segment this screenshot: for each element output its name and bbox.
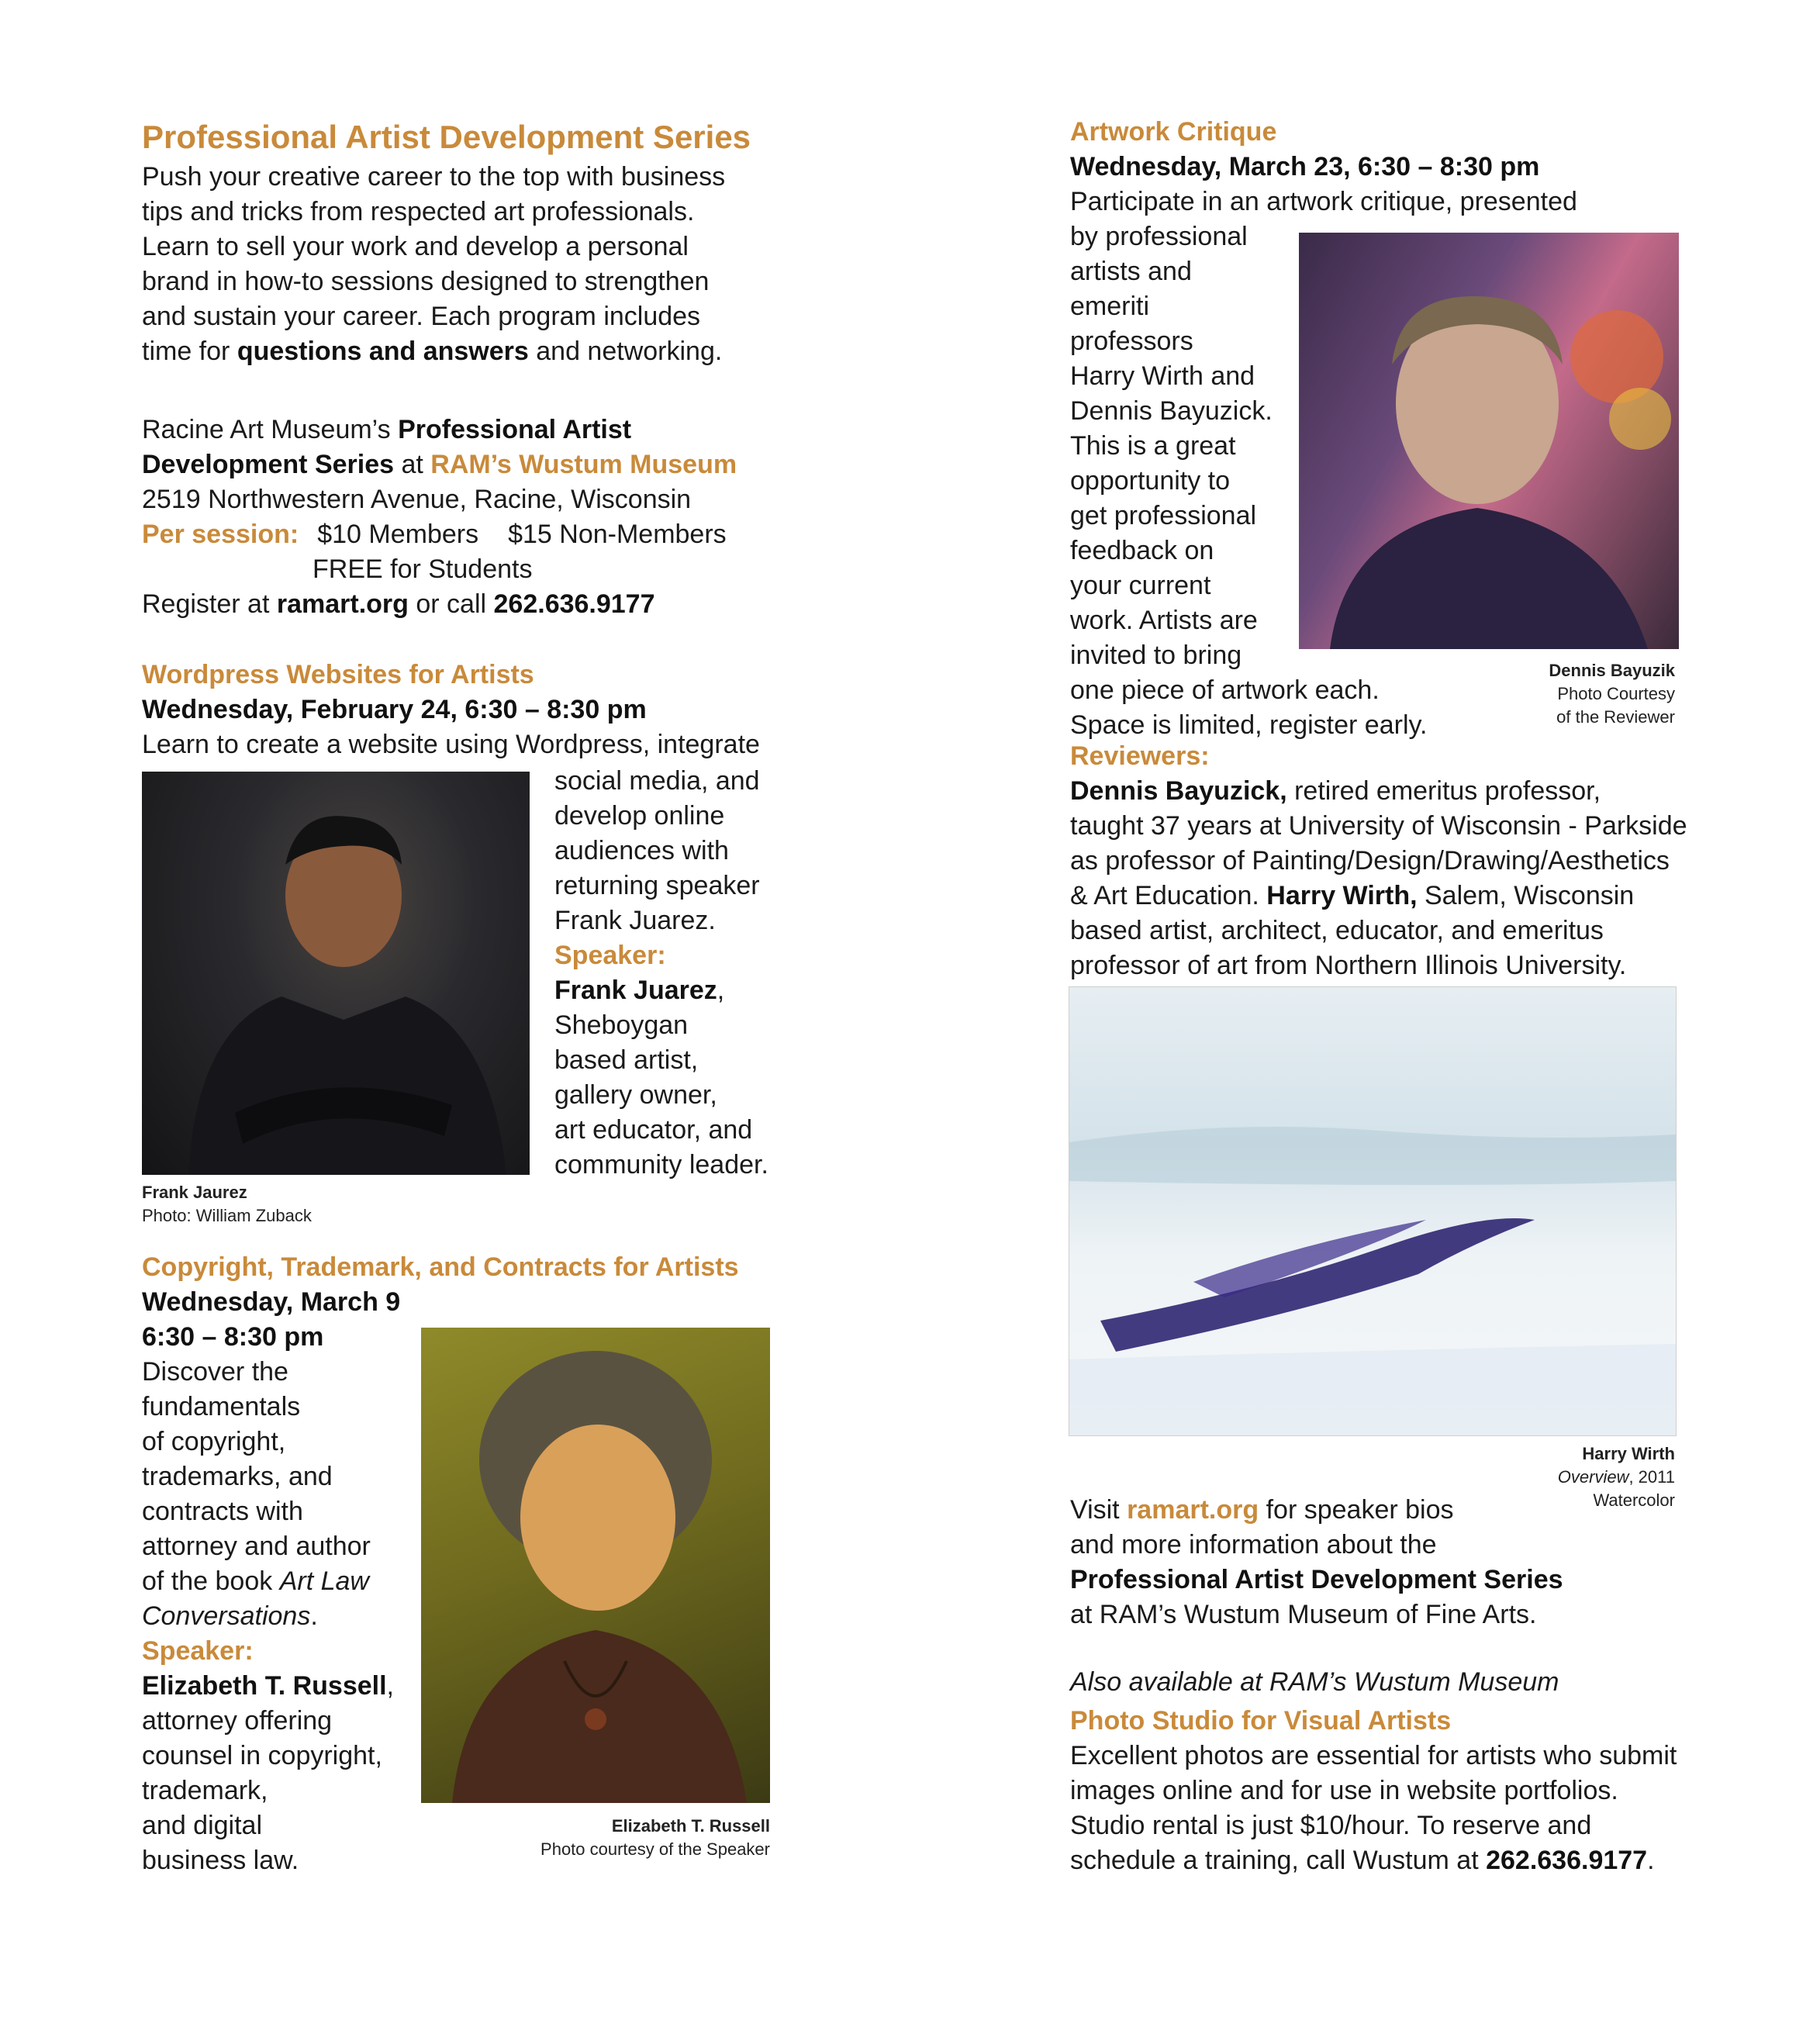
venue-bold: Development Series: [142, 450, 395, 479]
critique-line: one piece of artwork each.: [1070, 675, 1380, 705]
portrait-illustration: [142, 772, 530, 1175]
intro-line: [142, 334, 725, 369]
studio-line: Studio rental is just $10/hour. To reserve and: [1070, 1811, 1592, 1840]
speaker-line: [554, 973, 768, 1008]
member-price: $10 Members: [317, 520, 479, 549]
copyright-title: Copyright, Trademark, and Contracts for Artists: [142, 1252, 739, 1282]
speaker-line: based artist,: [554, 1045, 699, 1075]
copyright-line: trademarks, and: [142, 1462, 333, 1491]
dennis-bayuzik-photo: [1299, 233, 1679, 649]
copyright-line: [142, 1599, 394, 1634]
reviewers-label: Reviewers:: [1070, 741, 1210, 771]
critique-line: get professional: [1070, 501, 1257, 530]
reviewer-line: professor of art from Northern Illinois University.: [1070, 951, 1627, 980]
critique-line: work. Artists are: [1070, 606, 1258, 635]
reviewers-block: [1070, 739, 1687, 983]
dennis-caption-credit: Photo Courtesy: [1557, 684, 1675, 703]
critique-line: This is a great: [1070, 431, 1236, 461]
intro-line: tips and tricks from respected art professionals.: [142, 197, 695, 226]
studio-phone[interactable]: 262.636.9177: [1486, 1846, 1648, 1875]
venue-text: at: [394, 450, 431, 479]
studio-line: images online and for use in website portfolios.: [1070, 1776, 1618, 1805]
copyright-text: of the book: [142, 1566, 280, 1596]
venue-address: 2519 Northwestern Avenue, Racine, Wisconsin: [142, 485, 692, 514]
critique-date: Wednesday, March 23, 6:30 – 8:30 pm: [1070, 152, 1540, 181]
critique-title: Artwork Critique: [1070, 117, 1277, 147]
critique-line: Dennis Bayuzick.: [1070, 396, 1273, 426]
copyright-date: Wednesday, March 9: [142, 1287, 401, 1317]
intro-line: and sustain your career. Each program includes: [142, 302, 701, 331]
venue-block: [142, 413, 737, 622]
speaker-line: Sheboygan: [554, 1010, 689, 1040]
student-price: FREE for Students: [313, 554, 533, 584]
speaker-name: Frank Juarez: [554, 976, 717, 1005]
speaker-line: counsel in copyright,: [142, 1741, 382, 1770]
speaker-line: business law.: [142, 1846, 299, 1875]
wordpress-line: develop online: [554, 801, 725, 831]
elizabeth-caption-name: Elizabeth T. Russell: [611, 1816, 770, 1836]
studio-body: [1070, 1739, 1677, 1878]
venue-pricing: [142, 517, 737, 552]
reviewer-text: Salem, Wisconsin: [1417, 881, 1635, 910]
venue-museum: RAM’s Wustum Museum: [430, 450, 737, 479]
speaker-line: [142, 1669, 394, 1704]
reviewer-line: as professor of Painting/Design/Drawing/Aesthetics: [1070, 846, 1670, 876]
intro-line: Learn to sell your work and develop a personal: [142, 232, 689, 261]
wordpress-title: Wordpress Websites for Artists: [142, 660, 534, 689]
reviewer-line: taught 37 years at University of Wisconsin - Parkside: [1070, 811, 1687, 841]
wordpress-line: social media, and: [554, 766, 760, 796]
critique-line: artists and: [1070, 257, 1192, 286]
visit-text: for speaker bios: [1259, 1495, 1454, 1525]
critique-line: your current: [1070, 571, 1211, 600]
intro-bold: questions and answers: [237, 337, 529, 366]
speaker-label: Speaker:: [142, 1636, 254, 1666]
studio-text: schedule a training, call Wustum at: [1070, 1846, 1487, 1875]
book-title: Conversations: [142, 1601, 311, 1631]
speaker-line: community leader.: [554, 1150, 768, 1180]
venue-line: [142, 413, 737, 447]
reviewer-text: retired emeritus professor,: [1286, 776, 1601, 806]
intro-paragraph: [142, 160, 725, 369]
critique-line: invited to bring: [1070, 641, 1242, 670]
wirth-caption-medium: Watercolor: [1593, 1490, 1675, 1510]
studio-title: Photo Studio for Visual Artists: [1070, 1706, 1452, 1736]
reviewer-name: Harry Wirth,: [1266, 881, 1418, 910]
copyright-body: [142, 1355, 394, 1878]
intro-text: and networking.: [528, 337, 723, 366]
register-line: [142, 587, 737, 622]
artwork-title: Overview: [1557, 1467, 1629, 1487]
reviewer-name: Dennis Bayuzick,: [1070, 776, 1287, 806]
venue-line: [142, 447, 737, 482]
venue-text: Racine Art Museum’s: [142, 415, 399, 444]
per-session-label: Per session:: [142, 520, 299, 549]
critique-line: professors: [1070, 326, 1193, 356]
speaker-line: attorney offering: [142, 1706, 333, 1736]
wordpress-line: returning speaker: [554, 871, 760, 900]
watercolor-illustration: [1069, 987, 1676, 1435]
intro-line: Push your creative career to the top with business: [142, 162, 726, 192]
copyright-line: of copyright,: [142, 1427, 286, 1456]
book-title: Art Law: [279, 1566, 369, 1596]
frank-caption-name: Frank Jaurez: [142, 1183, 247, 1202]
copyright-text: .: [310, 1601, 318, 1631]
wordpress-line: Frank Juarez.: [554, 906, 716, 935]
register-text: or call: [408, 589, 494, 619]
studio-also: Also available at RAM’s Wustum Museum: [1070, 1667, 1559, 1697]
portrait-illustration: [1299, 233, 1679, 649]
artwork-year: , 2011: [1628, 1467, 1675, 1487]
copyright-line: [142, 1564, 394, 1599]
dennis-caption-name: Dennis Bayuzik: [1549, 661, 1675, 680]
speaker-name: Elizabeth T. Russell: [142, 1671, 387, 1701]
non-member-price: $15 Non-Members: [508, 520, 727, 549]
speaker-text: ,: [717, 976, 725, 1005]
copyright-line: attorney and author: [142, 1532, 371, 1561]
wirth-caption-title: [1442, 1466, 1675, 1489]
copyright-time: 6:30 – 8:30 pm: [142, 1322, 324, 1352]
register-text: Register at: [142, 589, 277, 619]
copyright-line: fundamentals: [142, 1392, 301, 1421]
critique-line: feedback on: [1070, 536, 1214, 565]
studio-text: .: [1647, 1846, 1655, 1875]
elizabeth-russell-photo: [421, 1328, 770, 1803]
wirth-caption-name: Harry Wirth: [1582, 1444, 1675, 1463]
visit-line: at RAM’s Wustum Museum of Fine Arts.: [1070, 1600, 1537, 1629]
register-link[interactable]: ramart.org: [276, 589, 409, 619]
reviewer-line: [1070, 774, 1687, 809]
visit-link[interactable]: ramart.org: [1127, 1495, 1259, 1525]
wordpress-date: Wednesday, February 24, 6:30 – 8:30 pm: [142, 695, 647, 724]
speaker-line: trademark,: [142, 1776, 268, 1805]
critique-line: by professional: [1070, 222, 1248, 251]
critique-line: Participate in an artwork critique, presented: [1070, 187, 1577, 216]
portrait-illustration: [421, 1328, 770, 1803]
wordpress-line: audiences with: [554, 836, 729, 865]
register-phone[interactable]: 262.636.9177: [493, 589, 655, 619]
wordpress-line: Learn to create a website using Wordpress, integrate: [142, 730, 760, 759]
reviewer-line: based artist, architect, educator, and emeritus: [1070, 916, 1604, 945]
speaker-label: Speaker:: [554, 941, 666, 970]
speaker-line: art educator, and: [554, 1115, 753, 1145]
visit-line: [1070, 1493, 1563, 1528]
studio-line: Excellent photos are essential for artists who submit: [1070, 1741, 1677, 1770]
harry-wirth-watercolor: [1069, 986, 1677, 1436]
visit-series-name: Professional Artist Development Series: [1070, 1565, 1563, 1594]
speaker-text: ,: [386, 1671, 394, 1701]
reviewer-line: [1070, 879, 1687, 914]
copyright-line: contracts with: [142, 1497, 303, 1526]
intro-text: time for: [142, 337, 237, 366]
venue-bold: Professional Artist: [398, 415, 632, 444]
critique-line: Space is limited, register early.: [1070, 710, 1428, 740]
visit-block: [1070, 1493, 1563, 1632]
visit-line: and more information about the: [1070, 1530, 1437, 1559]
frank-juarez-photo: [142, 772, 530, 1175]
dennis-caption-credit: of the Reviewer: [1556, 707, 1675, 727]
reviewer-text: & Art Education.: [1070, 881, 1267, 910]
series-title: Professional Artist Development Series: [142, 119, 751, 155]
studio-line: [1070, 1843, 1677, 1878]
critique-line: opportunity to: [1070, 466, 1231, 496]
critique-line: Harry Wirth and: [1070, 361, 1255, 391]
frank-caption-credit: Photo: William Zuback: [142, 1206, 312, 1225]
intro-line: brand in how-to sessions designed to strengthen: [142, 267, 710, 296]
speaker-line: gallery owner,: [554, 1080, 717, 1110]
speaker-line: and digital: [142, 1811, 263, 1840]
copyright-line: Discover the: [142, 1357, 288, 1387]
visit-text: Visit: [1070, 1495, 1128, 1525]
elizabeth-caption-credit: Photo courtesy of the Speaker: [540, 1839, 770, 1859]
wordpress-side-text: [554, 764, 768, 1183]
critique-line: emeriti: [1070, 292, 1150, 321]
